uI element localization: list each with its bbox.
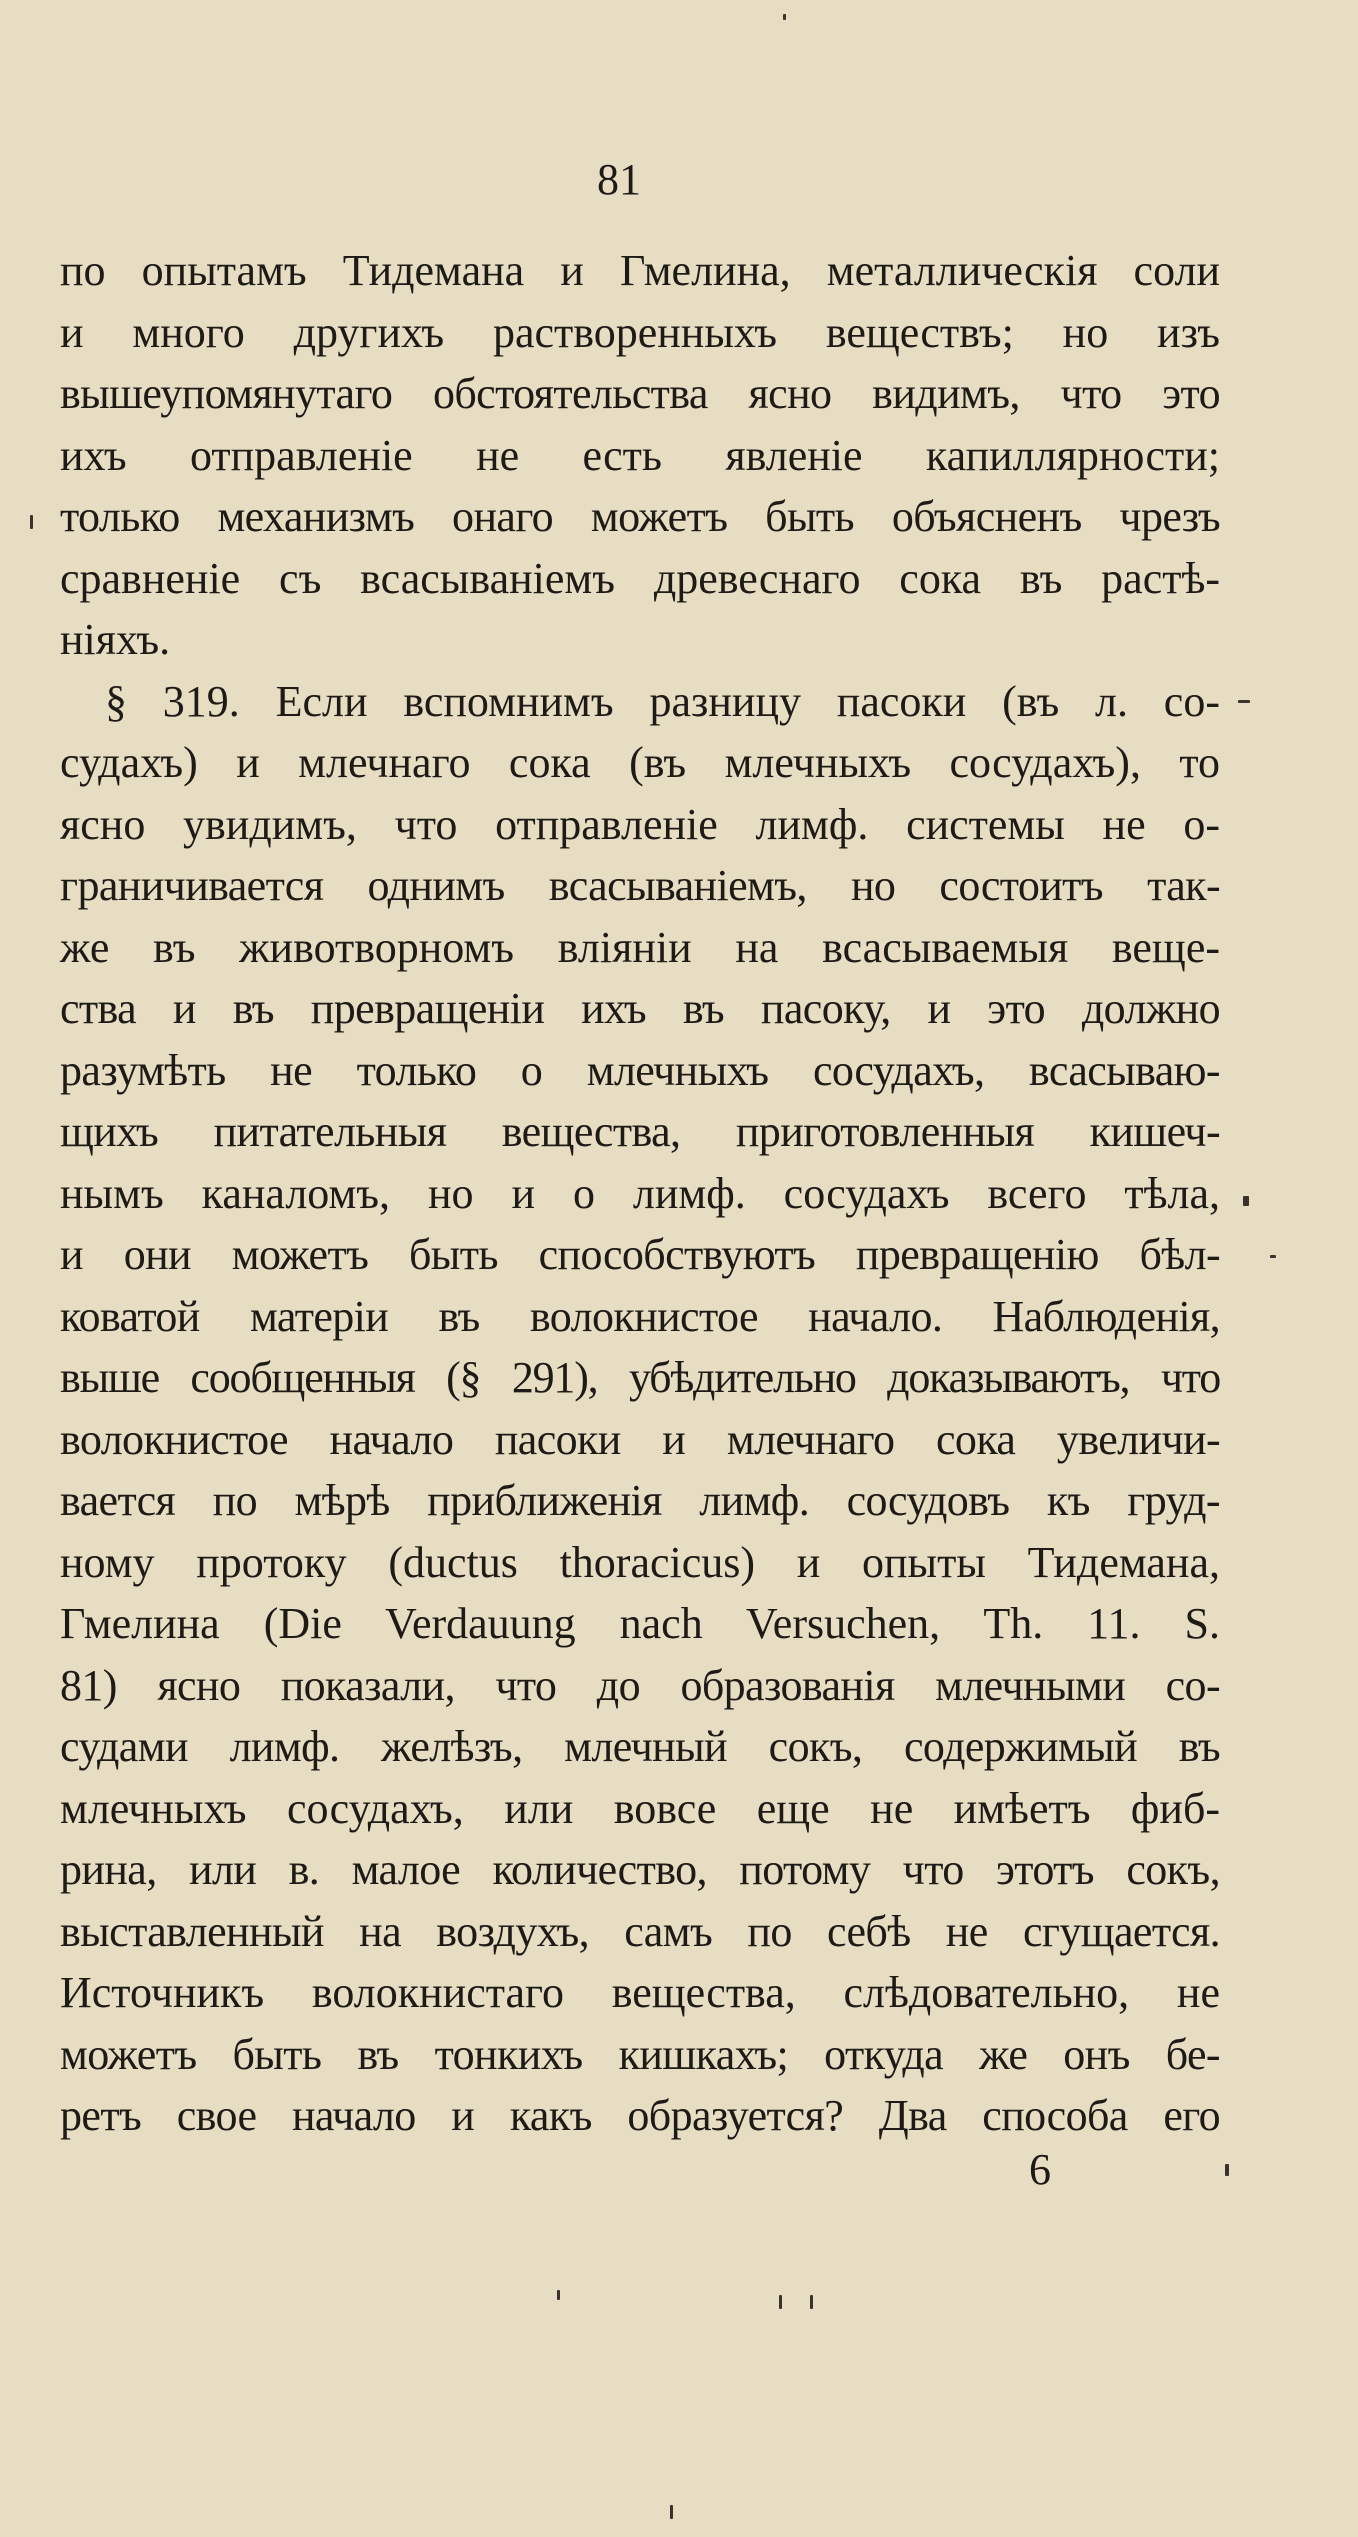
ink-speck [783,14,786,20]
text-line: выше сообщенныя (§ 291), убѣдительно доказываютъ, что [60,1353,1220,1402]
text-line: нымъ каналомъ, но и о лимф. сосудахъ всего тѣла, [60,1168,1220,1218]
ink-speck [30,515,33,529]
text-line: разумѣть не только о млечныхъ сосудахъ, всасываю- [60,1045,1220,1095]
text-line: Гмелина (Die Verdauung nach Versuchen, Th. 11. S. [60,1599,1220,1648]
body-text [60,240,1220,2147]
signature-mark: 6 [1029,2145,1051,2194]
text-line: вается по мѣрѣ приближенія лимф. сосудовъ къ груд- [60,1476,1220,1525]
text-line: и они можетъ быть способствуютъ превращенію бѣл- [60,1230,1220,1279]
text-line: 81) ясно показали, что до образованія млечными со- [60,1660,1220,1710]
text-line: по опытамъ Тидемана и Гмелина, металлическія соли [60,246,1220,295]
text-line: выставленный на воздухъ, самъ по себѣ не сгущается. [60,1906,1220,1956]
text-line: вышеупомянутаго обстоятельства ясно видимъ, что это [60,369,1220,418]
text-line: Источникъ волокнистаго вещества, слѣдовательно, не [60,1968,1220,2017]
text-line: граничивается однимъ всасываніемъ, но состоитъ так- [60,861,1220,910]
text-line: же въ животворномъ вліяніи на всасываемыя веще- [60,922,1220,972]
paragraph-start-line: § 319. Если вспомнимъ разницу пасоки (въ л. со- [105,676,1220,726]
ink-speck [810,2295,813,2309]
ink-speck [779,2295,782,2309]
text-line: коватой матеріи въ волокнистое начало. Наблюденія, [60,1291,1220,1341]
text-line: млечныхъ сосудахъ, или вовсе еще не имѣетъ фиб- [60,1783,1220,1833]
ink-speck [670,2505,673,2519]
text-line: ному протоку (ductus thoracicus) и опыты Тидемана, [60,1537,1220,1587]
text-line: судахъ) и млечнаго сока (въ млечныхъ сосудахъ), то [60,738,1220,787]
ink-speck [1225,2164,1229,2176]
text-line: ретъ свое начало и какъ образуется? Два способа его [60,2091,1220,2140]
text-line: сравненіе съ всасываніемъ древеснаго сока въ растѣ- [60,553,1220,603]
text-line: можетъ быть въ тонкихъ кишкахъ; откуда же онъ бе- [60,2029,1220,2079]
text-line: волокнистое начало пасоки и млечнаго сока увеличи- [60,1414,1220,1464]
text-line: щихъ питательныя вещества, приготовленныя кишеч- [60,1107,1220,1156]
text-line: ихъ отправленіе не есть явленіе капиллярности; [60,430,1220,480]
text-line: судами лимф. желѣзъ, млечный сокъ, содержимый въ [60,1722,1220,1771]
text-line: только механизмъ онаго можетъ быть объясненъ чрезъ [60,492,1220,541]
ink-speck [1238,700,1250,703]
text-line: ніяхъ. [60,615,171,664]
ink-speck [557,2290,560,2300]
text-line: рина, или в. малое количество, потому что этотъ сокъ, [60,1845,1220,1894]
text-line: ясно увидимъ, что отправленіе лимф. системы не о- [60,799,1220,849]
text-line: и много другихъ растворенныхъ веществъ; но изъ [60,307,1220,357]
ink-speck [1270,1255,1276,1258]
ink-speck [1243,1196,1249,1206]
text-line: ства и въ превращеніи ихъ въ пасоку, и это должно [60,984,1220,1033]
page-number: 81 [597,155,641,204]
